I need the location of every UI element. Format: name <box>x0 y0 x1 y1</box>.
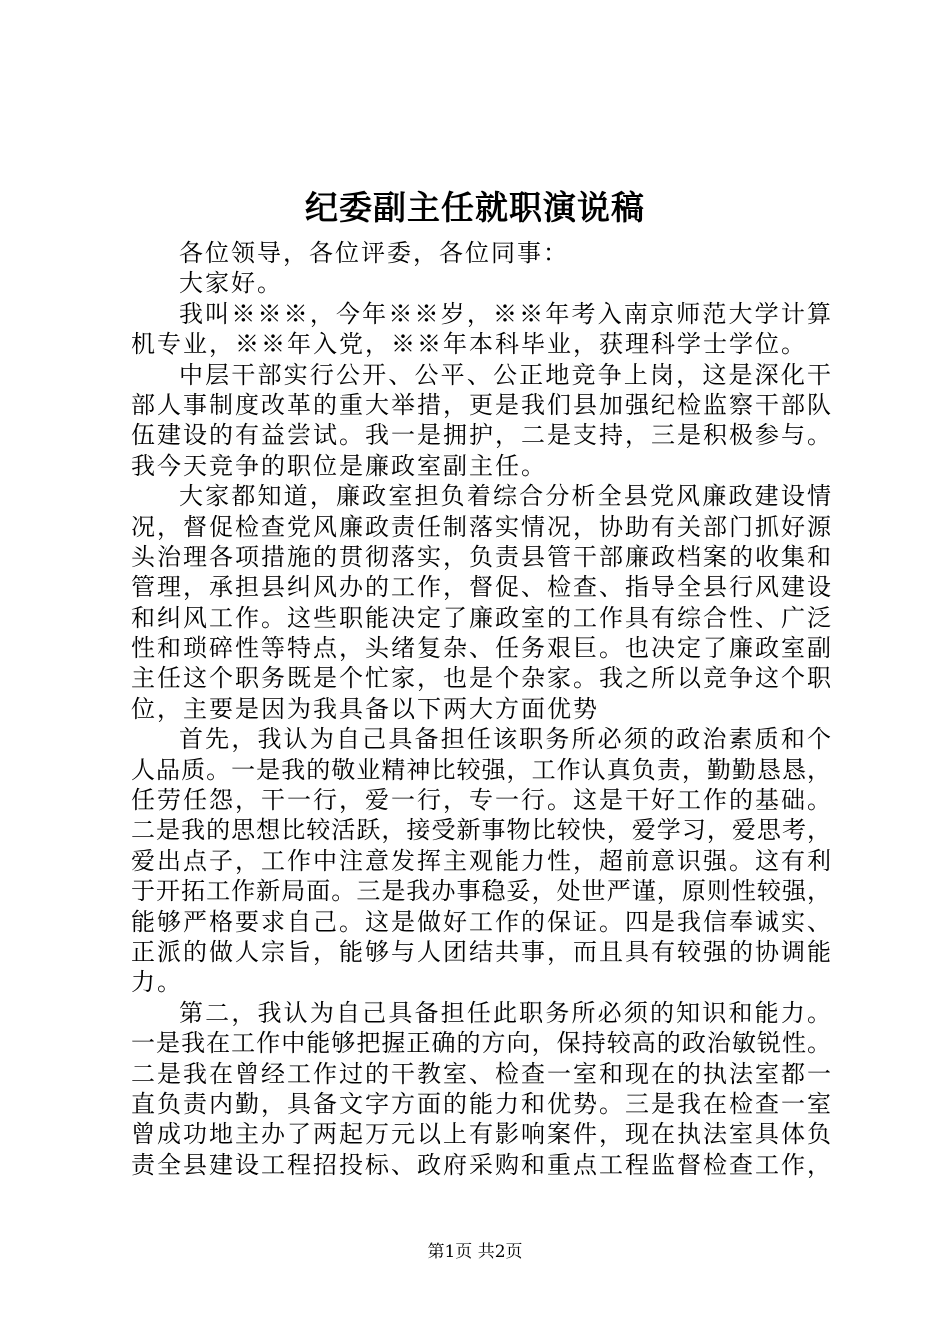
body-text-line: 于开拓工作新局面。三是我办事稳妥，处世严谨，原则性较强， <box>131 877 831 906</box>
body-text-line: 一是我在工作中能够把握正确的方向，保持较高的政治敏锐性。 <box>131 1029 831 1058</box>
body-text-line: 首先，我认为自己具备担任该职务所必须的政治素质和个 <box>179 725 831 754</box>
body-text-line: 我叫※※※，今年※※岁，※※年考入南京师范大学计算 <box>179 299 831 328</box>
body-text-line: 第二，我认为自己具备担任此职务所必须的知识和能力。 <box>179 998 831 1027</box>
body-text-line: 力。 <box>131 968 183 997</box>
body-text-line: 部人事制度改革的重大举措，更是我们县加强纪检监察干部队 <box>131 390 831 419</box>
body-text-line: 况，督促检查党风廉政责任制落实情况，协助有关部门抓好源 <box>131 512 831 541</box>
body-text-line: 位，主要是因为我具备以下两大方面优势 <box>131 694 599 723</box>
body-text-line: 大家都知道，廉政室担负着综合分析全县党风廉政建设情 <box>179 482 831 511</box>
body-text-line: 性和琐碎性等特点，头绪复杂、任务艰巨。也决定了廉政室副 <box>131 634 831 663</box>
body-text-line: 我今天竞争的职位是廉政室副主任。 <box>131 451 547 480</box>
body-text-line: 正派的做人宗旨，能够与人团结共事，而且具有较强的协调能 <box>131 937 831 966</box>
body-text-line: 人品质。一是我的敬业精神比较强，工作认真负责，勤勤恳恳， <box>131 755 831 784</box>
body-text-line: 中层干部实行公开、公平、公正地竞争上岗，这是深化干 <box>179 360 831 389</box>
body-text-line: 主任这个职务既是个忙家，也是个杂家。我之所以竞争这个职 <box>131 664 831 693</box>
document-title: 纪委副主任就职演说稿 <box>305 188 645 227</box>
body-text-line: 大家好。 <box>179 269 283 298</box>
body-text-line: 管理，承担县纠风办的工作，督促、检查、指导全县行风建设 <box>131 573 831 602</box>
body-text-line: 曾成功地主办了两起万元以上有影响案件，现在执法室具体负 <box>131 1120 831 1149</box>
body-text-line: 二是我的思想比较活跃，接受新事物比较快，爱学习，爱思考， <box>131 816 831 845</box>
body-text-line: 头治理各项措施的贯彻落实，负责县管干部廉政档案的收集和 <box>131 542 831 571</box>
body-text-line: 各位领导，各位评委，各位同事： <box>179 239 569 267</box>
body-text-line: 直负责内勤，具备文字方面的能力和优势。三是我在检查一室 <box>131 1089 831 1118</box>
body-text-line: 机专业，※※年入党，※※年本科毕业，获理科学士学位。 <box>131 330 807 359</box>
body-text-line: 能够严格要求自己。这是做好工作的保证。四是我信奉诚实、 <box>131 907 831 936</box>
body-text-line: 任劳任怨，干一行，爱一行，专一行。这是干好工作的基础。 <box>131 786 831 815</box>
page-footer: 第1页 共2页 <box>427 1242 523 1262</box>
body-text-line: 和纠风工作。这些职能决定了廉政室的工作具有综合性、广泛 <box>131 603 831 632</box>
body-text-line: 二是我在曾经工作过的干教室、检查一室和现在的执法室都一 <box>131 1059 831 1088</box>
document-body <box>131 238 831 1180</box>
body-text-line: 责全县建设工程招投标、政府采购和重点工程监督检查工作， <box>131 1150 831 1179</box>
body-text-line: 伍建设的有益尝试。我一是拥护，二是支持，三是积极参与。 <box>131 421 831 450</box>
body-text-line: 爱出点子，工作中注意发挥主观能力性，超前意识强。这有利 <box>131 846 831 875</box>
